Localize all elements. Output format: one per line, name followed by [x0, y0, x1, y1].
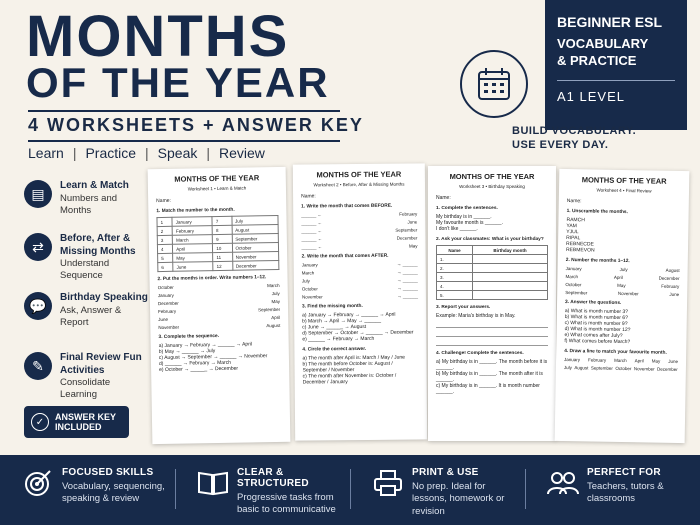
footer-clear-structured: CLEAR & STRUCTURED Progressive tasks from basic to communicative [175, 455, 350, 525]
worksheet-1: MONTHS OF THE YEAR Worksheet 1 • Learn & Match Name: 1. Match the number to the month. 1 January 7 July 2 February 8 August 3 March 9 September 4 April 10 October 5 May 11 November 6 June 12 December 2. Put the months in order. Write numbers 1–12. October March January July December May February September June April November August 3. Complete the sequence. a) January → February → ______ → April b) May → ______ → July c) August → September → ______ → November d) ______ → February → March e) October → ______ → December [148, 167, 291, 444]
clipboard-icon: ▤ [24, 180, 52, 208]
title-line-2: OF THE YEAR [26, 59, 330, 106]
worksheet-3: MONTHS OF THE YEAR Worksheet 3 • Birthday Speaking Name: 1. Complete the sentences. My birthday is in ______. My favourite month is ______. I don't like ______. 2. Ask your classmates: What is your birthday? Name Birthday month 1. 2. 3. 4. 5. 3. Report your answers. Example: Maria's birthday is in May. 4. Challenge! Complete the sentences. a) My birthday is in ______. The month before it is ______. b) My birthday is in ______. The month after it is ______. c) My birthday is in ______. It is month number ______. [428, 166, 556, 441]
title-line-1: MONTHS [26, 4, 290, 69]
tagline: BUILD VOCABULARY. USE EVERY DAY. [512, 125, 637, 152]
match-table: 1 January 7 July 2 February 8 August 3 March 9 September 4 April 10 October 5 May 11 November 6 June 12 December [156, 215, 279, 272]
subtitle: 4 WORKSHEETS + ANSWER KEY [28, 115, 364, 135]
feature-before-after: ⇄ Before, After & Missing Months Understand Sequence [24, 233, 148, 283]
badge-line-3: & PRACTICE [557, 52, 637, 68]
printer-icon [372, 467, 404, 499]
divider-bottom [28, 140, 340, 142]
skills-nav: Learn | Practice | Speak | Review [28, 145, 265, 161]
check-icon: ✓ [31, 413, 49, 431]
calendar-icon [460, 50, 528, 118]
footer-print-use: PRINT & USE No prep. Ideal for lessons, homework or revision [350, 455, 525, 525]
badge-line-2: VOCABULARY [557, 36, 649, 51]
answer-key-badge: ✓ ANSWER KEY INCLUDED [24, 406, 129, 438]
worksheet-2: MONTHS OF THE YEAR Worksheet 2 • Before, After & Missing Months Name: 1. Write the month that comes BEFORE. ______ ← February ______ ← June ______ ← September ______ ← December ______ ← May 2. Write the month that comes AFTER. January → ______ March → ______ July → ______ October → ______ November → ______ 3. Find the missing month. a) January → February → ______ → April b) March → April → May → ______ c) June → ______ → August d) September → October → ______ → December e) ______ → February → March 4. Circle the correct answer. a) The month after April is: March / May / June b) The month before October is: August / September / November c) The month after November is: October / December / January [293, 163, 427, 440]
badge-level: A1 LEVEL [557, 88, 625, 104]
feature-birthday: 💬 Birthday Speaking Ask, Answer & Report [24, 292, 148, 329]
divider-top [28, 110, 340, 112]
nav-review: Review [219, 145, 265, 161]
worksheet-4: MONTHS OF THE YEAR Worksheet 4 • Final Review Name: 1. Unscramble the months. RAMCH YAM YJUL RIPAL REBNECDE REBMEVON 2. Number the months 1–12. January July August March April December October May February September November June 3. Answer the questions. a) What is month number 3? b) What is month number 6? c) What is month number 9? d) What is month number 12? e) What comes after July? f) What comes before March? 4. Draw a line to match your favourite month. January February March April May June July August September October November December [555, 169, 690, 443]
open-book-icon [197, 467, 229, 499]
badge-line-1: BEGINNER ESL [557, 14, 663, 30]
nav-practice: Practice [85, 145, 137, 161]
speech-bubble-icon: 💬 [24, 292, 52, 320]
birthday-table: Name Birthday month 1. 2. 3. 4. 5. [436, 245, 548, 300]
feature-final-review: ✎ Final Review Fun Activities Consolidate Learning [24, 352, 148, 402]
people-icon [547, 467, 579, 499]
nav-learn: Learn [28, 145, 64, 161]
footer-bar [0, 455, 700, 525]
footer-focused-skills: FOCUSED SKILLS Vocabulary, sequencing, speaking & review [0, 455, 175, 525]
arrows-swap-icon: ⇄ [24, 233, 52, 261]
feature-learn-match: ▤ Learn & Match Numbers and Months [24, 180, 148, 217]
level-badge [545, 0, 687, 130]
nav-speak: Speak [157, 145, 198, 161]
footer-perfect-for: PERFECT FOR Teachers, tutors & classrooms [525, 455, 700, 525]
target-icon [22, 467, 54, 499]
pencil-icon: ✎ [24, 352, 52, 380]
